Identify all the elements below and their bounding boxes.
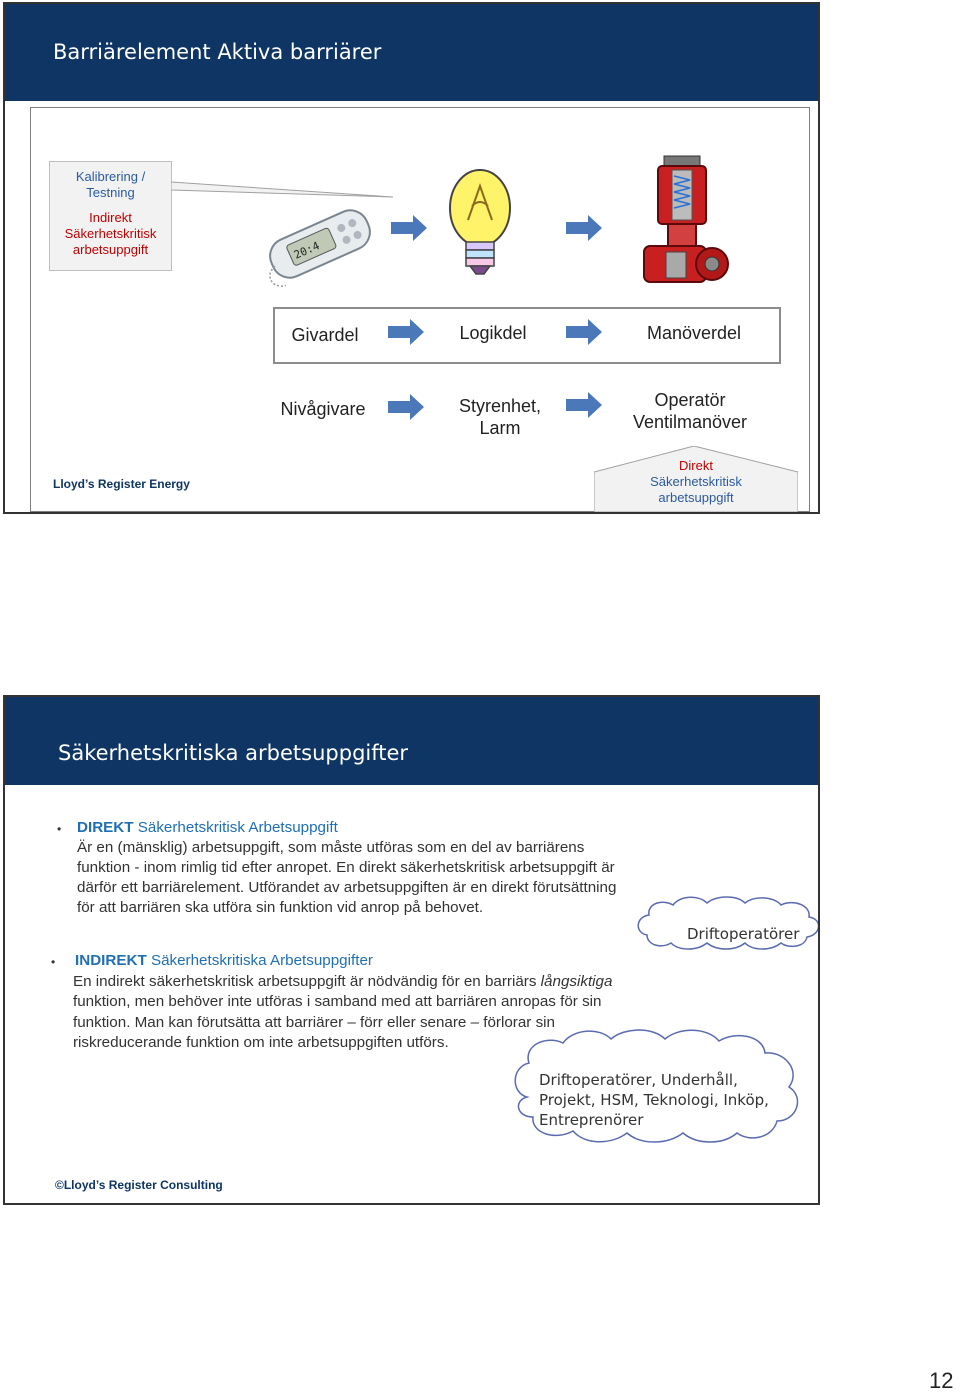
cloud-roles-line3: Entreprenörer [539,1111,644,1129]
bullet2-line: funktion. Man kan förutsätta att barriärer – förr eller senare – förlorar sin [73,1014,556,1031]
page-number: 12 [929,1368,954,1392]
arrow-right-icon [566,319,602,345]
lightbulb-icon [440,162,520,280]
direkt-line2: Säkerhetskritisk [650,474,742,489]
slide-barriarelement [3,2,820,514]
valve-actuator-icon [638,152,733,292]
slide-title-bar [5,697,818,785]
cloud-roles-line2: Projekt, HSM, Teknologi, Inköp, [539,1091,769,1109]
bullet-dot: • [57,822,62,836]
kal-title-line1: Kalibrering / [75,169,146,184]
bullet2-line1-pre: En indirekt säkerhetskritisk arbetsuppgift är nödvändig för en barriärs [73,973,541,990]
bullet2-head-rest: Säkerhetskritiska Arbetsuppgifter [146,952,373,969]
arrow-right-icon [566,215,602,241]
svg-text:20:4: 20:4 [291,239,322,262]
label-manoverdel: Manöverdel [646,323,742,343]
label-operator-line2: Ventilmanöver [632,412,748,432]
slide-title: Säkerhetskritiska arbetsuppgifter [58,741,409,765]
arrow-right-icon [566,392,602,418]
bullet2-head-bold: INDIREKT [75,952,147,969]
kal-sub-line2: Säkerhetskritisk [64,226,157,241]
bullet1-line: Är en (mänsklig) arbetsuppgift, som måste utföras som en del av barriärens [77,839,585,856]
bullet1-line: för att barriären ska utföra sin funktion vid anrop på behovet. [77,899,484,916]
bullet1-heading [77,819,338,836]
bullet1-line: därför ett barriärelement. Utförandet av arbetsuppgiften är en direkt förutsättning [77,879,617,896]
label-styrenhet [450,395,550,439]
bullet1-head-rest: Säkerhetskritisk Arbetsuppgift [133,819,338,836]
kalibrering-box [49,161,172,271]
cloud-roles-line1: Driftoperatörer, Underhåll, [539,1071,738,1089]
label-nivagivare: Nivågivare [280,399,366,419]
direkt-line1: Direkt [679,458,713,473]
kal-title-line2: Testning [86,185,135,200]
bullet2-line1-ital: långsiktiga [540,973,613,990]
label-operator [623,389,757,433]
level-sensor-icon [260,194,380,294]
arrow-right-icon [388,394,424,420]
cloud-roles [539,1070,769,1130]
slide-title: Barriärelement Aktiva barriärer [53,40,382,64]
kal-sub-line1: Indirekt [89,210,132,225]
slide-title-bar [5,4,818,101]
label-styrenhet-line2: Larm [479,418,521,438]
bullet2-line: riskreducerande funktion om inte arbetsuppgiften utförs. [73,1034,449,1051]
direkt-callout [594,446,798,512]
brand-footer: Lloyd’s Register Energy [53,477,190,491]
bullet1-head-bold: DIREKT [77,819,134,836]
brand-footer: ©Lloyd’s Register Consulting [55,1178,223,1192]
slide-sakerhetskritiska [3,695,820,1205]
bullet2-line: funktion, men behöver inte utföras i samband med att barriären anropas för sin [73,993,602,1010]
cloud-driftoperatorer: Driftoperatörer [687,925,800,943]
bullet2-heading [75,952,373,969]
bullet-dot: • [51,955,56,969]
arrow-right-icon [391,215,427,241]
label-logikdel: Logikdel [459,323,527,343]
bullet2-line [73,973,612,990]
label-givardel: Givardel [291,325,359,345]
bullet1-line: funktion - inom rimlig tid efter anropet. En direkt säkerhetskritisk arbetsuppgift är [77,859,615,876]
label-operator-line1: Operatör [654,390,726,410]
direkt-line3: arbetsuppgift [658,490,734,505]
kal-sub-line3: arbetsuppgift [72,242,149,257]
arrow-right-icon [388,319,424,345]
label-styrenhet-line1: Styrenhet, [458,396,542,416]
